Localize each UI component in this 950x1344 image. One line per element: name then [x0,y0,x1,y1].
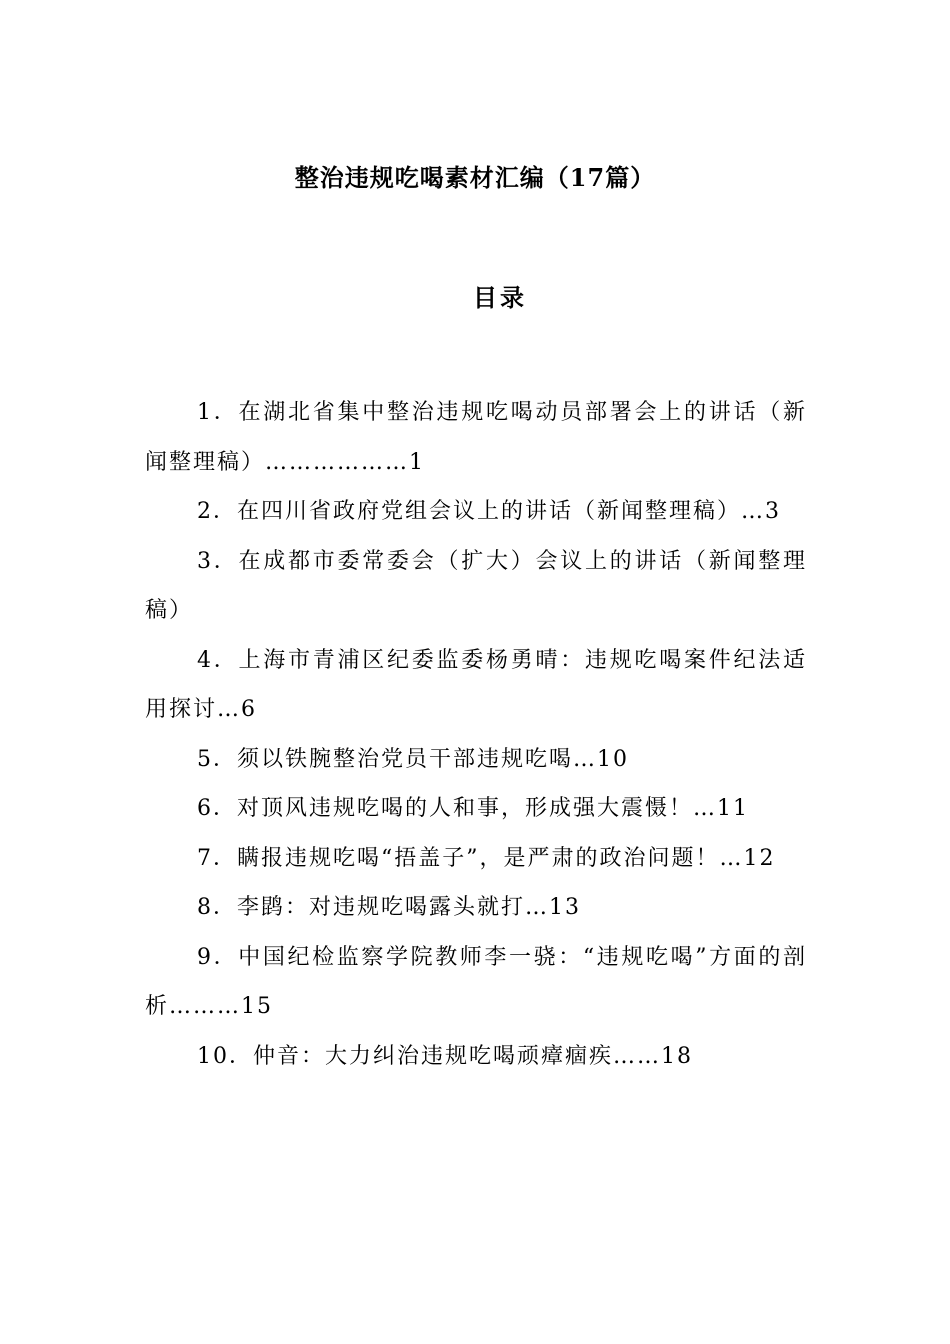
toc-item-line1: 3．在成都市委常委会（扩大）会议上的讲话（新闻整 [197,548,783,574]
toc-item[interactable] [145,735,807,785]
toc-item-line2: 3 [765,499,781,524]
toc-item[interactable] [145,784,807,834]
toc-item-line2: 理稿） [145,548,807,623]
toc-item[interactable] [145,487,807,537]
toc-item-line1: 10．仲音：大力纠治违规吃喝顽瘴痼疾……18 [197,1043,693,1069]
toc-item-line1: 8．李鹍：对违规吃喝露头就打…13 [197,895,581,920]
toc-item-line2: 的剖析………15 [145,944,807,1019]
toc-item-line1: 6．对顶风违规吃喝的人和事，形成强大震慑！…11 [197,796,749,821]
toc-item-line1: 1．在湖北省集中整治违规吃喝动员部署会上的讲话 [197,400,759,425]
toc-item-line2: 适用探讨…6 [145,647,807,722]
toc-item-line1: 2．在四川省政府党组会议上的讲话（新闻整理稿）… [197,499,765,524]
toc-item-line1: 9．中国纪检监察学院教师李一骁：“违规吃喝”方面 [197,944,759,970]
toc-item[interactable] [145,834,807,884]
toc-item-line1: 5．须以铁腕整治党员干部违规吃喝…10 [197,746,629,772]
toc-item[interactable] [145,388,807,487]
toc-item[interactable] [145,883,807,933]
toc-item[interactable] [145,636,807,735]
toc-item[interactable] [145,537,807,636]
toc-heading: 目录 [473,283,527,312]
toc-item[interactable] [145,1032,807,1082]
toc-item-line2: 12 [743,845,776,871]
toc-item-line1: 7．瞒报违规吃喝“捂盖子”，是严肃的政治问题！… [197,845,744,871]
toc-item[interactable] [145,933,807,1032]
toc-item-line2: （新闻整理稿）………………1 [145,400,807,475]
document-title: 整治违规吃喝素材汇编（17篇） [294,163,656,192]
table-of-contents [145,388,807,1081]
toc-item-line1: 4．上海市青浦区纪委监委杨勇晴：违规吃喝案件纪法 [197,647,783,673]
